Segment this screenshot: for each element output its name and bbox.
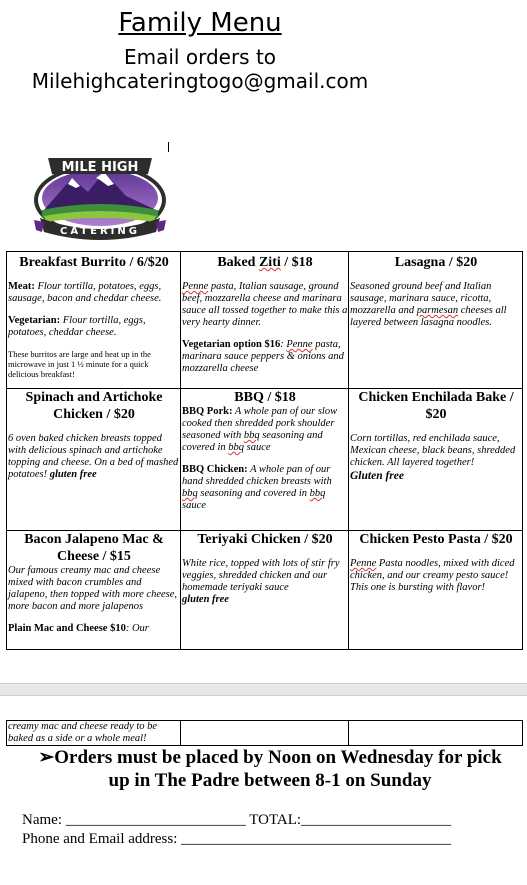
colon: : [173,831,182,847]
item-description: BBQ Pork: A whole pan of our slow cooked then shredded pork shoulder seasoned with bbq seasoning and covered in bbq sauce [182,406,338,453]
order-email-address: Milehighcateringtogo@gmail.com [31,69,369,93]
mile-high-catering-logo [30,148,170,244]
label-meat: Meat: [8,281,35,292]
item-description: Our famous creamy mac and cheese mixed with bacon crumbles and jalapeno, then topped with more cheese, more bacon and more jalapenos [8,565,178,612]
menu-title: Family Menu [118,8,282,38]
name-total-line [22,812,451,829]
menu-cell-baked-ziti [181,252,349,389]
phone-email-line [22,831,451,848]
order-deadline-notice [30,746,510,792]
menu-cell-teriyaki-chicken [181,531,349,650]
item-description: Corn tortillas, red enchilada sauce, Mexican cheese, black beans, shredded chicken. All layered together! [350,433,516,468]
menu-cell-lasagna [349,252,523,389]
menu-cell-continued [7,721,181,746]
phone-email-label: Phone and Email address [22,831,174,847]
item-title: Baked Ziti / $18 [217,255,313,270]
item-description: Vegetarian option $16: Penne pasta, marinara sauce peppers & onions and mozzarella cheese [182,339,344,374]
item-title: Teriyaki Chicken / $20 [197,532,333,547]
item-description: 6 oven baked chicken breasts topped with delicious spinach and artichoke topping and cheese. On a bed of mashed potatoes! gluten free [8,433,179,480]
item-title: Chicken Pesto Pasta / $20 [359,532,513,547]
item-description: Penne pasta, Italian sausage, ground beef, mozzarella cheese and marinara sauce all tossed together to make this a very hearty dinner. [182,281,348,328]
item-description: White rice, topped with lots of stir fry veggies, shredded chicken and our homemade teriyaki sauce [182,558,340,593]
menu-cell-breakfast-burrito [7,252,181,389]
item-title: Breakfast Burrito / 6/$20 [19,255,169,270]
menu-cell-bbq [181,389,349,531]
item-description: BBQ Chicken: A whole pan of our hand shredded chicken breasts with bbq seasoning and covered in bbq sauce [182,464,332,511]
menu-cell-chicken-enchilada-bake [349,389,523,531]
item-title: Lasagna / $20 [394,255,478,270]
page-break [0,683,527,696]
name-label: Name: [22,812,66,828]
total-field[interactable]: ____________________ [301,812,452,828]
name-field[interactable]: ________________________ [65,812,246,828]
gluten-free-label: Gluten free [350,470,404,482]
item-description: Seasoned ground beef and Italian sausage, marinara sauce, ricotta, mozzarella and parmesan cheeses all layered between lasagna noodles. [350,281,507,328]
item-title: Bacon Jalapeno Mac & Cheese / $15 [24,532,164,564]
item-description: Plain Mac and Cheese $10: Our [8,623,149,634]
menu-cell-empty [181,721,349,746]
menu-table [6,251,523,650]
notice-text: Orders must be placed by Noon on Wednesday for pick up in The Padre between 8-1 on Sunday [54,747,502,791]
item-title: Chicken Enchilada Bake / $20 [358,390,514,422]
arrow-bullet-icon: ➢ [38,747,55,768]
total-label: TOTAL: [245,812,302,828]
svg-text:CATERING: CATERING [60,226,140,237]
item-title: Spinach and Artichoke Chicken / $20 [25,390,163,422]
gluten-free-label: gluten free [182,594,229,605]
item-description: Penne Pasta noodles, mixed with diced chicken, and our creamy pesto sauce! This one is bursting with flavor! [350,558,515,593]
menu-table-continued [6,720,523,746]
label-vegetarian: Vegetarian: [8,315,61,326]
email-instruction: Email orders to [123,45,277,69]
item-note: These burritos are large and heat up in the microwave in just 1 ½ minute for a quick delicious breakfast! [8,349,151,379]
item-title: BBQ / $18 [234,390,296,405]
menu-cell-bacon-jalapeno-mac [7,531,181,650]
item-description: Flour tortilla, potatoes, eggs, sausage, bacon and cheddar cheese. [8,281,162,304]
svg-text:MILE HIGH: MILE HIGH [61,160,139,175]
item-description: creamy mac and cheese ready to be baked as a side or a whole meal! [8,721,158,744]
menu-cell-chicken-pesto-pasta [349,531,523,650]
phone-email-field[interactable]: ____________________________________ [181,831,452,847]
menu-cell-spinach-artichoke-chicken [7,389,181,531]
item-description: Flour tortilla, eggs, potatoes, cheddar cheese. [8,315,146,338]
menu-cell-empty [349,721,523,746]
